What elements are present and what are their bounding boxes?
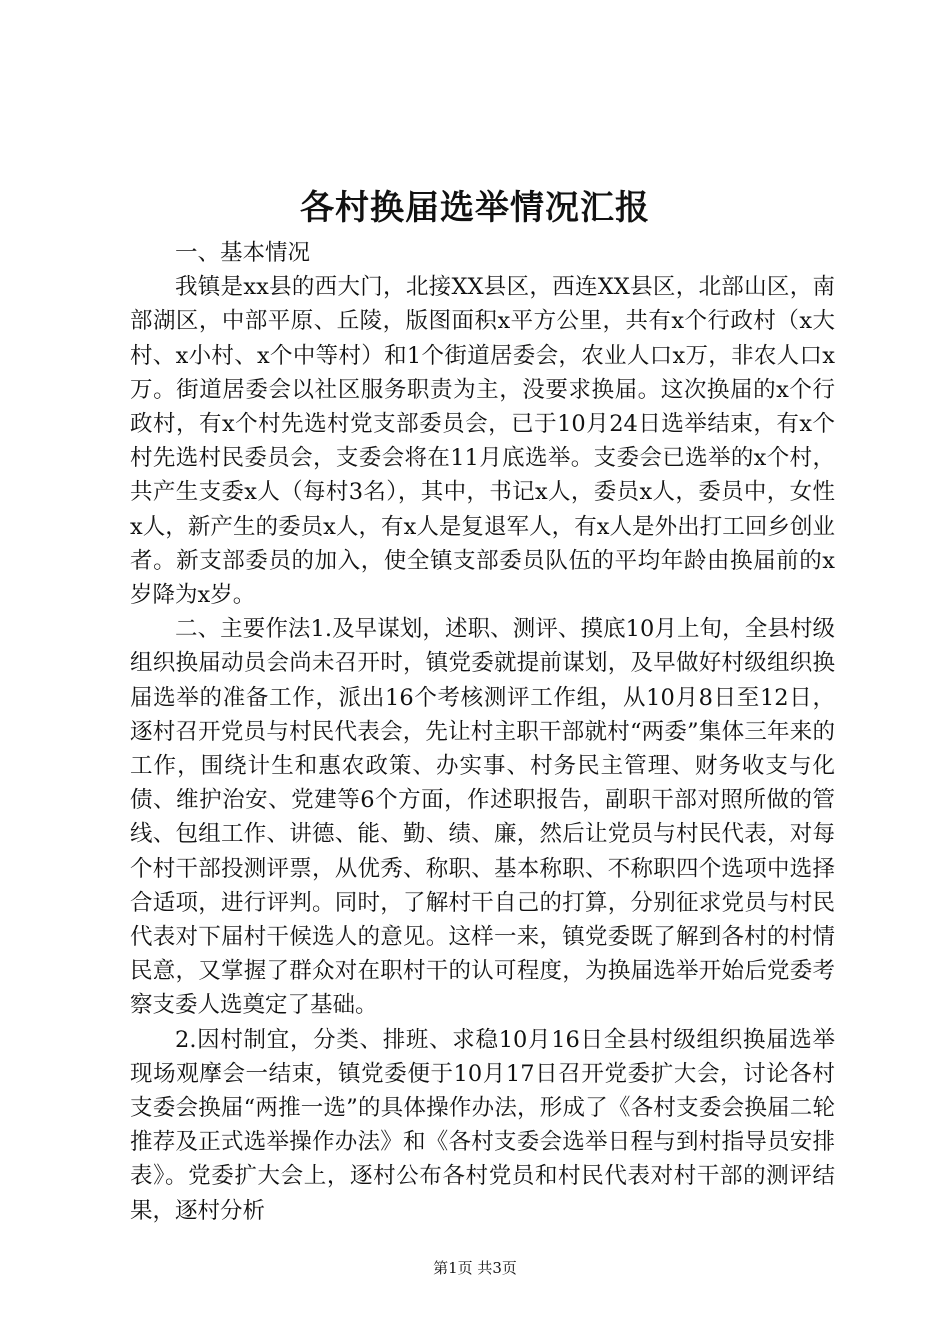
page-footer: 第1页 共3页 xyxy=(433,1259,517,1277)
section-heading-basic: 一、基本情况 xyxy=(175,240,311,266)
document-title: 各村换届选举情况汇报 xyxy=(300,188,650,228)
paragraph-main-methods: 二、主要作法1.及早谋划，述职、测评、摸底10月上旬，全县村级组织换届动员会尚未召开时，镇党委就提前谋划，及早做好村级组织换届选举的准备工作，派出16个考核测评工作组，从10月8日至12日，逐村召开党员与村民代表会，先让村主职干部就村“两委”集体三年来的工作，围绕计生和惠农政策、办实事、村务民主管理、财务收支与化债、维护治安、党建等6个方面，作述职报告，副职干部对照所做的管线、包组工作、讲德、能、勤、绩、廉，然后让党员与村民代表，对每个村干部投测评票，从优秀、称职、基本称职、不称职四个选项中选择合适项，进行评判。同时，了解村干自己的打算，分别征求党员与村民代表对下届村干候选人的意见。这样一来，镇党委既了解到各村的村情民意，又掌握了群众对在职村干的认可程度，为换届选举开始后党委考察支委人选奠定了基础。 xyxy=(130,616,835,1019)
paragraph-method-2: 2.因村制宜，分类、排班、求稳10月16日全县村级组织换届选举现场观摩会一结束，镇党委便于10月17日召开党委扩大会，讨论各村支委会换届“两推一选”的具体操作办法，形成了《各村支委会换届二轮推荐及正式选举操作办法》和《各村支委会选举日程与到村指导员安排表》。党委扩大会上，逐村公布各村党员和村民代表对村干部的测评结果，逐村分析 xyxy=(130,1026,835,1224)
paragraph-basic-info: 我镇是xx县的西大门，北接XX县区，西连XX县区，北部山区，南部湖区，中部平原、丘陵，版图面积x平方公里，共有x个行政村（x大村、x小村、x个中等村）和1个街道居委会，农业人口x万，非农人口x万。街道居委会以社区服务职责为主，没要求换届。这次换届的x个行政村，有x个村先选村党支部委员会，已于10月24日选举结束，有x个村先选村民委员会，支委会将在11月底选举。支委会已选举的x个村，共产生支委x人（每村3名），其中，书记x人，委员x人，委员中，女性x人，新产生的委员x人，有x人是复退军人，有x人是外出打工回乡创业者。新支部委员的加入，使全镇支部委员队伍的平均年龄由换届前的x岁降为x岁。 xyxy=(130,274,835,609)
document-body xyxy=(130,236,835,1228)
